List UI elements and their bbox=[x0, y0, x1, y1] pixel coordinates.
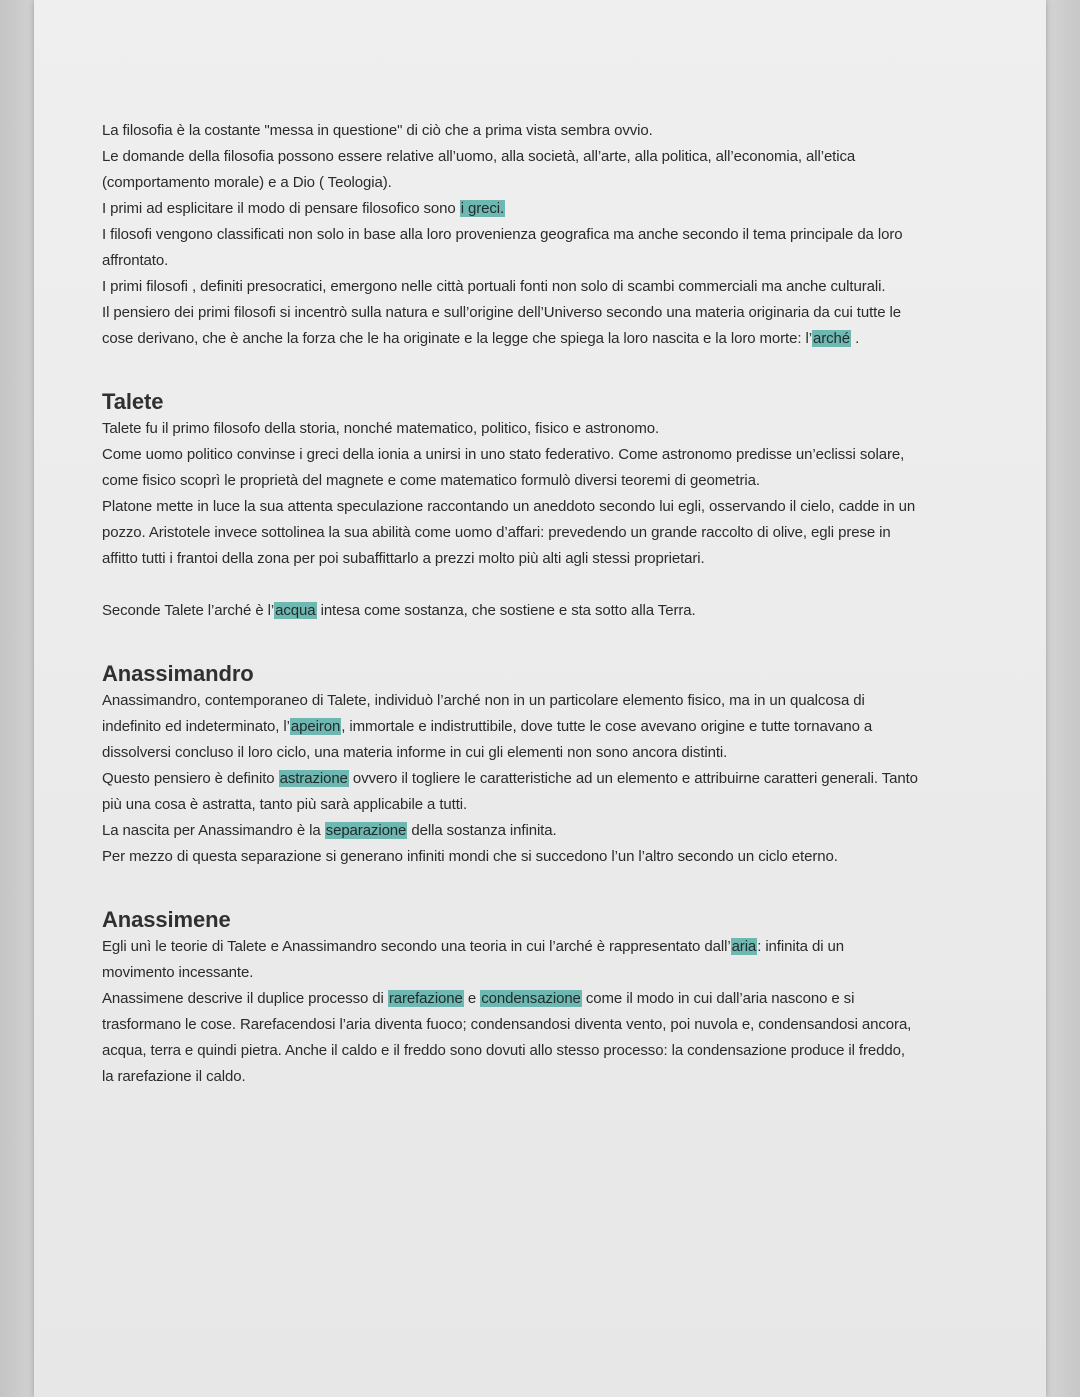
talete-paragraph-1: Talete fu il primo filosofo della storia, nonché matematico, politico, fisico e astronomo. bbox=[102, 420, 660, 437]
talete-section bbox=[102, 378, 920, 624]
intro-paragraph-6-text: Il pensiero dei primi filosofi si incentrò sulla natura e sull’origine dell’Universo secondo una materia originaria da cui tutte le cose derivano, che è anche la forza che le ha originate e la legge che spiega la loro nascita e la loro morte: l’ bbox=[102, 304, 901, 347]
paper-sheet bbox=[34, 0, 1046, 1397]
talete-paragraph-4 bbox=[102, 598, 920, 624]
anassimandro-paragraph-3-end: della sostanza infinita. bbox=[407, 822, 557, 839]
intro-paragraph-6-end: . bbox=[851, 330, 860, 347]
anassimene-paragraph-2-conj: e bbox=[463, 990, 481, 1007]
anassimandro-paragraph-1-text: Anassimandro, contemporaneo di Talete, individuò l’arché non in un particolare elemento fisico, ma in un qualcosa di indefinito ed indeterminato, l’ bbox=[102, 692, 865, 735]
background-left bbox=[0, 0, 34, 1397]
intro-paragraph-4: I filosofi vengono classificati non solo in base alla loro provenienza geografica ma anche secondo il tema principale da loro affrontato. bbox=[102, 226, 903, 269]
spacer bbox=[102, 352, 920, 378]
anassimandro-paragraph-3-text: La nascita per Anassimandro è la bbox=[102, 822, 325, 839]
intro-section bbox=[102, 118, 920, 352]
highlight-greci: i greci. bbox=[460, 200, 505, 217]
intro-paragraph-3-text: I primi ad esplicitare il modo di pensare filosofico sono bbox=[102, 200, 460, 217]
section-title-anassimandro: Anassimandro bbox=[102, 661, 254, 686]
intro-paragraph-3 bbox=[102, 196, 920, 222]
anassimene-section bbox=[102, 896, 920, 1090]
anassimene-paragraph-1 bbox=[102, 934, 920, 986]
highlight-condensazione: condensazione bbox=[481, 990, 581, 1007]
talete-paragraph-4-text: Seconde Talete l’arché è l’ bbox=[102, 602, 275, 619]
anassimene-paragraph-2 bbox=[102, 986, 920, 1090]
highlight-aria: aria bbox=[731, 938, 757, 955]
highlight-apeiron: apeiron bbox=[290, 718, 341, 735]
intro-paragraph-6 bbox=[102, 300, 920, 352]
highlight-rarefazione: rarefazione bbox=[388, 990, 463, 1007]
anassimandro-paragraph-4: Per mezzo di questa separazione si generano infiniti mondi che si succedono l’un l’altro secondo un ciclo eterno. bbox=[102, 848, 838, 865]
anassimandro-paragraph-1-end: , immortale e indistruttibile, dove tutte le cose avevano origine e tutte tornavano a dissolversi concluso il loro ciclo, una materia informe in cui gli elementi non sono ancora distinti. bbox=[102, 718, 873, 761]
section-title-talete: Talete bbox=[102, 389, 164, 414]
highlight-arche: arché bbox=[812, 330, 850, 347]
talete-paragraph-4-end: intesa come sostanza, che sostiene e sta sotto alla Terra. bbox=[316, 602, 696, 619]
anassimene-paragraph-2-end: come il modo in cui dall’aria nascono e si trasformano le cose. Rarefacendosi l’aria diventa fuoco; condensandosi diventa vento, poi nuvola e, condensandosi ancora, acqua, terra e quindi pietra. Anche il caldo e il freddo sono dovuti allo stesso processo: la condensazione produce il freddo, la rarefazione il caldo. bbox=[102, 990, 912, 1085]
anassimandro-paragraph-2-end: ovvero il togliere le caratteristiche ad un elemento e attribuirne caratteri generali. Tanto più una cosa è astratta, tanto più sarà applicabile a tutti. bbox=[102, 770, 918, 813]
anassimandro-section bbox=[102, 650, 920, 870]
document-body bbox=[102, 118, 920, 1090]
talete-paragraph-3: Platone mette in luce la sua attenta speculazione raccontando un aneddoto secondo lui egli, osservando il cielo, cadde in un pozzo. Aristotele invece sottolinea la sua abilità come uomo d’affari: prevedendo un grande raccolto di olive, egli prese in affitto tutti i frantoi della zona per poi subaffittarlo a prezzi molto più alti agli stessi proprietari. bbox=[102, 498, 916, 567]
background-right bbox=[1046, 0, 1080, 1397]
intro-paragraph-2: Le domande della filosofia possono essere relative all’uomo, alla società, all’arte, alla politica, all’economia, all’etica (comportamento morale) e a Dio ( Teologia). bbox=[102, 148, 856, 191]
anassimene-paragraph-1-end: : infinita di un movimento incessante. bbox=[102, 938, 844, 981]
anassimene-paragraph-1-text: Egli unì le teorie di Talete e Anassimandro secondo una teoria in cui l’arché è rappresentato dall’ bbox=[102, 938, 731, 955]
anassimandro-paragraph-1 bbox=[102, 688, 920, 766]
highlight-acqua: acqua bbox=[275, 602, 316, 619]
spacer bbox=[102, 624, 920, 650]
intro-paragraph-1: La filosofia è la costante "messa in questione" di ciò che a prima vista sembra ovvio. bbox=[102, 122, 653, 139]
talete-paragraph-2: Come uomo politico convinse i greci della ionia a unirsi in uno stato federativo. Come astronomo predisse un’eclissi solare, come fisico scoprì le proprietà del magnete e come matematico formulò diversi teoremi di geometria. bbox=[102, 446, 905, 489]
anassimene-paragraph-2-text: Anassimene descrive il duplice processo di bbox=[102, 990, 388, 1007]
anassimandro-paragraph-3 bbox=[102, 818, 920, 844]
anassimandro-paragraph-2-text: Questo pensiero è definito bbox=[102, 770, 279, 787]
highlight-astrazione: astrazione bbox=[279, 770, 348, 787]
highlight-separazione: separazione bbox=[325, 822, 407, 839]
section-title-anassimene: Anassimene bbox=[102, 907, 231, 932]
spacer bbox=[102, 572, 920, 598]
anassimandro-paragraph-2 bbox=[102, 766, 920, 818]
spacer bbox=[102, 870, 920, 896]
intro-paragraph-5: I primi filosofi , definiti presocratici, emergono nelle città portuali fonti non solo di scambi commerciali ma anche culturali. bbox=[102, 278, 886, 295]
